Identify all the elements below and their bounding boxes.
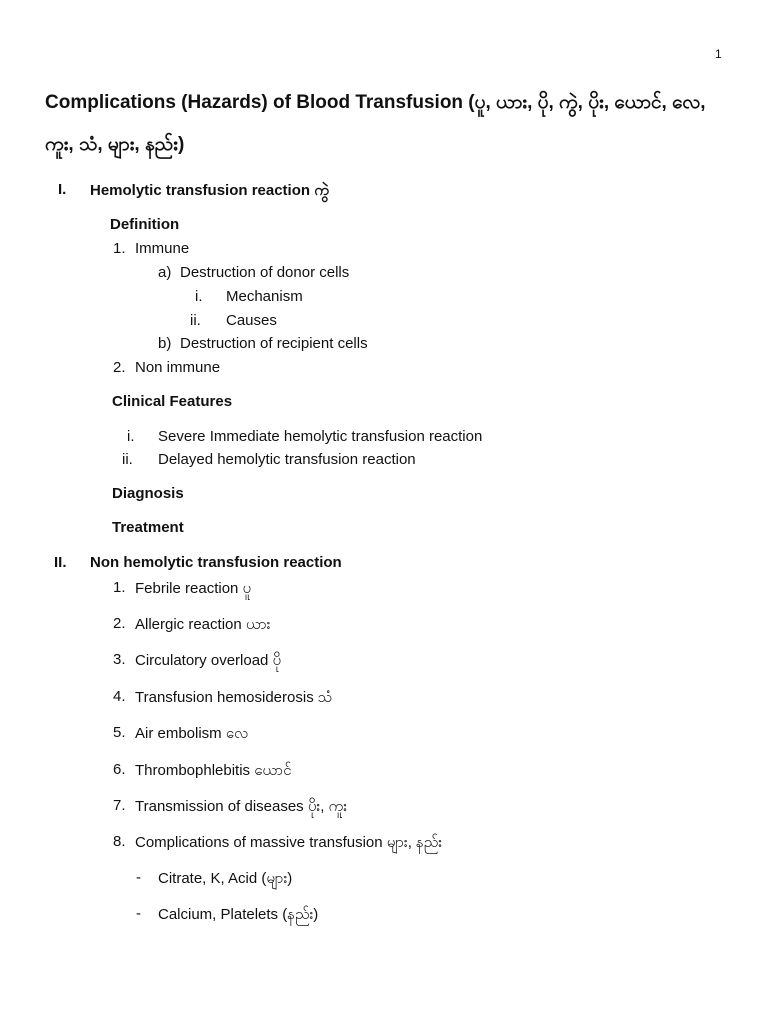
- sub-list-item: [136, 905, 319, 923]
- sub-list-item-text: Calcium, Platelets (နည်း): [158, 906, 319, 923]
- list-marker: 2.: [113, 615, 126, 632]
- list-item: [113, 651, 282, 669]
- list-item: [113, 359, 221, 376]
- list-item-text: Circulatory overload ပို: [135, 652, 282, 669]
- list-item: [190, 312, 277, 329]
- list-item: [158, 335, 368, 352]
- list-item: [127, 428, 483, 445]
- list-item: [122, 451, 416, 468]
- list-item: [113, 615, 271, 633]
- list-marker: b): [158, 335, 172, 352]
- diagnosis-heading: Diagnosis: [112, 485, 184, 502]
- list-item-text: Non immune: [135, 359, 221, 376]
- bullet-dash: -: [136, 905, 141, 922]
- list-item: [113, 797, 348, 815]
- list-marker: 7.: [113, 797, 126, 814]
- list-marker: 5.: [113, 724, 126, 741]
- list-item-text: Delayed hemolytic transfusion reaction: [158, 451, 416, 468]
- list-item: [113, 688, 333, 706]
- list-marker: 2.: [113, 359, 126, 376]
- list-marker: ii.: [190, 312, 201, 329]
- list-marker: 8.: [113, 833, 126, 850]
- sub-list-item-text: Citrate, K, Acid (များ): [158, 870, 293, 887]
- clinical-features-heading: Clinical Features: [112, 393, 233, 410]
- list-marker: a): [158, 264, 172, 281]
- list-item: [113, 724, 249, 742]
- list-marker: ii.: [122, 451, 133, 468]
- list-marker: 1.: [113, 240, 126, 257]
- section-2-marker: II.: [54, 554, 67, 571]
- list-item-text: Febrile reaction ပူ: [135, 580, 252, 597]
- list-marker: 1.: [113, 579, 126, 596]
- list-item-text: Severe Immediate hemolytic transfusion reaction: [158, 428, 483, 445]
- list-item-text: Transfusion hemosiderosis သံ: [135, 689, 333, 706]
- list-marker: 3.: [113, 651, 126, 668]
- list-item-text: Transmission of diseases ပိုး, ကူး: [135, 798, 348, 815]
- list-item-text: Destruction of donor cells: [180, 264, 350, 281]
- list-marker: 6.: [113, 761, 126, 778]
- page-number: 1: [715, 47, 722, 61]
- list-item-text: Thrombophlebitis ယောင်: [135, 762, 292, 779]
- list-marker: 4.: [113, 688, 126, 705]
- list-item: [113, 761, 292, 779]
- sub-list-item: [136, 869, 293, 887]
- list-item-text: Complications of massive transfusion များ, နည်း: [135, 834, 443, 851]
- list-item: [195, 288, 303, 305]
- document-title: Complications (Hazards) of Blood Transfusion (ပူ, ယား, ပို, ကွဲ, ပိုး, ယောင်, လေ, ကူး, သံ, များ, နည်း): [45, 92, 706, 155]
- definition-heading: Definition: [110, 216, 180, 233]
- list-item-text: Mechanism: [226, 288, 303, 305]
- list-item: [113, 579, 252, 597]
- list-marker: i.: [195, 288, 203, 305]
- list-item-text: Allergic reaction ယား: [135, 616, 271, 633]
- list-item-text: Air embolism လေ: [135, 725, 249, 742]
- treatment-heading: Treatment: [112, 519, 184, 536]
- section-1-heading: Hemolytic transfusion reaction ကွဲ: [90, 182, 329, 199]
- list-item: [113, 240, 190, 257]
- section-2-heading: Non hemolytic transfusion reaction: [90, 554, 342, 571]
- bullet-dash: -: [136, 869, 141, 886]
- list-item-text: Immune: [135, 240, 190, 257]
- section-1-marker: I.: [58, 181, 67, 198]
- list-item-text: Destruction of recipient cells: [180, 335, 368, 352]
- list-marker: i.: [127, 428, 135, 445]
- list-item: [158, 264, 350, 281]
- list-item-text: Causes: [226, 312, 277, 329]
- list-item: [113, 833, 443, 851]
